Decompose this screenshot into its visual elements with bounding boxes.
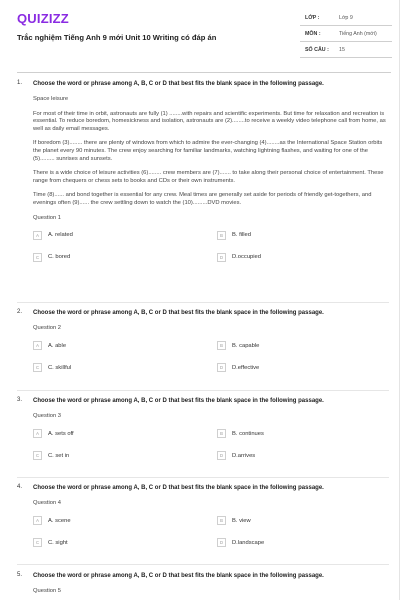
question-body xyxy=(33,397,389,469)
option-letter-box: A xyxy=(33,341,42,350)
option-letter-box: B xyxy=(217,341,226,350)
info-key: LỚP : xyxy=(305,14,320,21)
option-c[interactable] xyxy=(33,538,68,547)
options xyxy=(33,231,389,271)
option-text: C. bored xyxy=(48,254,71,261)
option-letter-box: B xyxy=(217,231,226,240)
question-label: Question 5 xyxy=(33,588,62,594)
header xyxy=(0,0,399,66)
question-instruction: Choose the word or phrase among A, B, C or D that best fits the blank space in the following passage. xyxy=(33,485,324,491)
question-instruction: Choose the word or phrase among A, B, C or D that best fits the blank space in the following passage. xyxy=(33,573,324,579)
question-body xyxy=(33,309,389,381)
option-text: C. sight xyxy=(48,539,68,546)
info-key: MÔN : xyxy=(305,30,321,37)
option-letter-box: A xyxy=(33,516,42,525)
passage-paragraph: There is a wide choice of leisure activities (6)........ crew members are (7)....... to take along their personal choice of entertainment. These range from chequers or chess sets to books and CDs or their own instruments. xyxy=(33,170,384,184)
question-label: Question 4 xyxy=(33,500,62,506)
option-b[interactable] xyxy=(217,429,264,438)
option-a[interactable] xyxy=(33,516,71,525)
question-number: 5. xyxy=(17,572,23,578)
info-row-subject xyxy=(300,26,392,42)
option-text: A. related xyxy=(48,232,73,239)
passage-title: Space leisure xyxy=(33,96,69,102)
question-body xyxy=(33,80,389,271)
option-letter-box: B xyxy=(217,429,226,438)
option-letter-box: C xyxy=(33,253,42,262)
option-d[interactable] xyxy=(217,451,255,460)
option-b[interactable] xyxy=(217,516,251,525)
option-b[interactable] xyxy=(217,231,251,240)
question-label: Question 1 xyxy=(33,214,62,221)
header-divider xyxy=(17,72,391,73)
option-letter-box: D xyxy=(217,538,226,547)
info-value: Lớp 9 xyxy=(339,14,353,21)
options xyxy=(33,429,389,469)
info-value: 15 xyxy=(339,46,345,53)
option-text: A. able xyxy=(48,342,67,349)
option-c[interactable] xyxy=(33,253,70,262)
options xyxy=(33,516,389,556)
option-letter-box: A xyxy=(33,429,42,438)
option-letter-box: D xyxy=(217,363,226,372)
question-body xyxy=(33,484,389,556)
question-instruction: Choose the word or phrase among A, B, C or D that best fits the blank space in the following passage. xyxy=(33,81,324,87)
info-value: Tiếng Anh (mới) xyxy=(339,30,377,37)
question-number: 1. xyxy=(17,80,23,86)
option-text: C. skillful xyxy=(48,364,72,371)
info-row-class xyxy=(300,10,392,26)
option-letter-box: C xyxy=(33,538,42,547)
option-letter-box: B xyxy=(217,516,226,525)
question-divider xyxy=(17,390,389,391)
option-text: D.occupied xyxy=(232,254,262,261)
option-letter-box: A xyxy=(33,231,42,240)
option-text: B. filled xyxy=(232,232,252,239)
passage xyxy=(33,96,389,208)
option-text: A. sets off xyxy=(48,430,74,437)
option-letter-box: C xyxy=(33,363,42,372)
option-text: B. capable xyxy=(232,342,260,349)
option-c[interactable] xyxy=(33,451,69,460)
info-row-count xyxy=(300,42,392,58)
question-instruction: Choose the word or phrase among A, B, C or D that best fits the blank space in the following passage. xyxy=(33,398,324,404)
option-d[interactable] xyxy=(217,253,261,262)
question-divider xyxy=(17,302,389,303)
option-c[interactable] xyxy=(33,363,71,372)
option-a[interactable] xyxy=(33,429,74,438)
question-divider xyxy=(17,477,389,478)
passage-paragraph: If boredom (3)........ there are plenty of windows from which to admire the ever-changing (4)........as the International Space Station orbits the planet every 90 minutes. The crew enjoy searching for familiar landmarks, watching lightning flashes, and waiting for one of the (5)......... sunrises and sunsets. xyxy=(33,140,383,162)
option-b[interactable] xyxy=(217,341,259,350)
quizizz-logo: QUIZIZZ xyxy=(17,11,69,26)
question-instruction: Choose the word or phrase among A, B, C or D that best fits the blank space in the following passage. xyxy=(33,310,324,316)
option-letter-box: D xyxy=(217,451,226,460)
option-letter-box: C xyxy=(33,451,42,460)
question-number: 4. xyxy=(17,484,23,490)
question-body xyxy=(33,572,389,594)
passage-paragraph: Time (8)...... and bond together is essential for any crew. Meal times are generally set aside for periods of friendly get-togethers, and evenings often (9)...... the crew settling down to watch the (10).........DVD movies. xyxy=(33,192,372,206)
option-text: D.arrives xyxy=(232,452,256,459)
option-a[interactable] xyxy=(33,341,66,350)
option-text: A. scene xyxy=(48,517,71,524)
info-key: SỐ CÂU : xyxy=(305,46,329,53)
option-text: D.landscape xyxy=(232,539,265,546)
info-table xyxy=(300,10,392,58)
option-text: B. continues xyxy=(232,430,264,437)
question-number: 2. xyxy=(17,309,23,315)
option-text: C. set in xyxy=(48,452,70,459)
document-title: Trắc nghiệm Tiếng Anh 9 mới Unit 10 Writing có đáp án xyxy=(17,33,217,42)
question-label: Question 3 xyxy=(33,413,62,419)
question-number: 3. xyxy=(17,397,23,403)
question-divider xyxy=(17,564,389,565)
option-letter-box: D xyxy=(217,253,226,262)
option-text: D.effective xyxy=(232,364,260,371)
option-d[interactable] xyxy=(217,538,264,547)
options xyxy=(33,341,389,381)
option-text: B. view xyxy=(232,517,251,524)
option-a[interactable] xyxy=(33,231,73,240)
question-label: Question 2 xyxy=(33,325,62,331)
passage-paragraph: For most of their time in orbit, astronauts are fully (1) ........with repairs and scientific experiments. But time for relaxation and recreation is essential. To reduce boredom, homesickness and isolation, astronauts are (2)........to receive a weekly video telephone call from home, as well as daily email messages. xyxy=(33,110,386,132)
option-d[interactable] xyxy=(217,363,259,372)
